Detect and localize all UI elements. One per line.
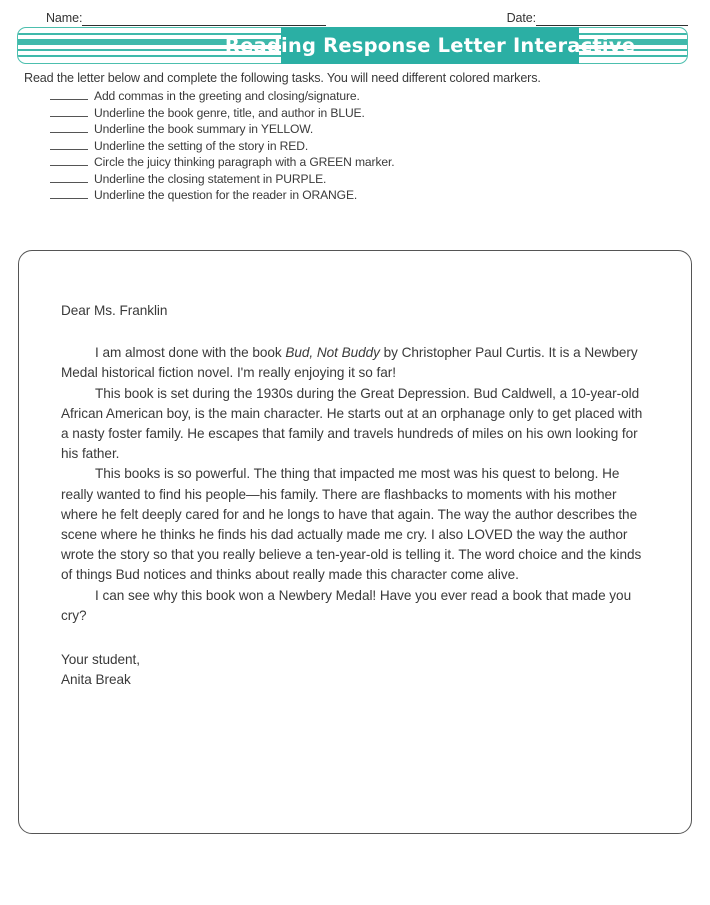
task-label: Circle the juicy thinking paragraph with a GREEN marker.: [94, 155, 395, 169]
list-item[interactable]: [24, 121, 684, 138]
name-label: Name:: [46, 11, 83, 25]
task-checkbox-blank[interactable]: [50, 187, 88, 199]
task-label: Add commas in the greeting and closing/signature.: [94, 89, 360, 103]
page-title: Reading Response Letter Interactive: [224, 34, 636, 57]
date-field[interactable]: [507, 11, 688, 26]
task-checkbox-blank[interactable]: [50, 171, 88, 183]
paragraph1-tail-text: by Christopher Paul Curtis. It is a Newbery Medal historical fiction novel. I'm really enjoying it so far!: [61, 345, 638, 381]
list-item[interactable]: [24, 138, 684, 155]
name-date-row: [0, 0, 710, 26]
paragraph1-lead-text: I am almost done with the book: [95, 345, 286, 361]
directions-section: [24, 70, 684, 204]
list-item[interactable]: [24, 187, 684, 204]
letter-closing-block: [61, 650, 653, 690]
letter-paragraph-1: [61, 343, 653, 383]
task-checkbox-blank[interactable]: [50, 154, 88, 166]
name-write-line[interactable]: [82, 12, 326, 26]
list-item[interactable]: [24, 154, 684, 171]
letter-greeting: Dear Ms. Franklin: [61, 303, 168, 318]
title-banner: [17, 27, 688, 64]
task-checkbox-blank[interactable]: [50, 105, 88, 117]
banner-title-plate: [224, 27, 636, 64]
list-item[interactable]: [24, 105, 684, 122]
task-checkbox-blank[interactable]: [50, 121, 88, 133]
date-write-line[interactable]: [536, 12, 688, 26]
book-title: Bud, Not Buddy: [285, 345, 380, 361]
task-checkbox-blank[interactable]: [50, 138, 88, 150]
letter-paragraph-2: This book is set during the 1930s during the Great Depression. Bud Caldwell, a 10-year-old African American boy, is the main character. He starts out at an orphanage only to get placed with a nasty foster family. He escapes that family and travels hundreds of miles on his own looking for his father.: [61, 385, 643, 462]
task-label: Underline the question for the reader in ORANGE.: [94, 188, 358, 202]
task-checkbox-blank[interactable]: [50, 88, 88, 100]
directions-lead: Read the letter below and complete the following tasks. You will need different colored markers.: [24, 71, 541, 85]
letter-body: [61, 301, 653, 690]
list-item[interactable]: [24, 88, 684, 105]
task-label: Underline the closing statement in PURPLE.: [94, 171, 327, 186]
name-field[interactable]: [46, 11, 326, 26]
letter-container: [18, 250, 692, 834]
task-label: Underline the book genre, title, and author in BLUE.: [94, 105, 365, 120]
date-label: Date:: [506, 11, 536, 25]
letter-paragraph-3: This books is so powerful. The thing that impacted me most was his quest to belong. He really wanted to find his people—his family. There are flashbacks to moments with his mother where he felt deeply cared for and he longs to have that again. The way the author describes the scene where he thinks he finds his dad actually made me cry. I also LOVED the way the author wrote the story so that you really believe a ten-year-old is telling it. The word choice and the kinds of things Bud notices and thinks about really made this character come alive.: [61, 466, 642, 583]
letter-paragraph-4: I can see why this book won a Newbery Medal! Have you ever read a book that made you cry?: [61, 587, 632, 623]
task-label: Underline the setting of the story in RED.: [94, 138, 309, 153]
task-checklist: [24, 88, 684, 204]
task-label: Underline the book summary in YELLOW.: [94, 122, 314, 136]
list-item[interactable]: [24, 171, 684, 188]
letter-signature: Anita Break: [61, 672, 131, 688]
letter-closing: Your student,: [61, 652, 140, 668]
